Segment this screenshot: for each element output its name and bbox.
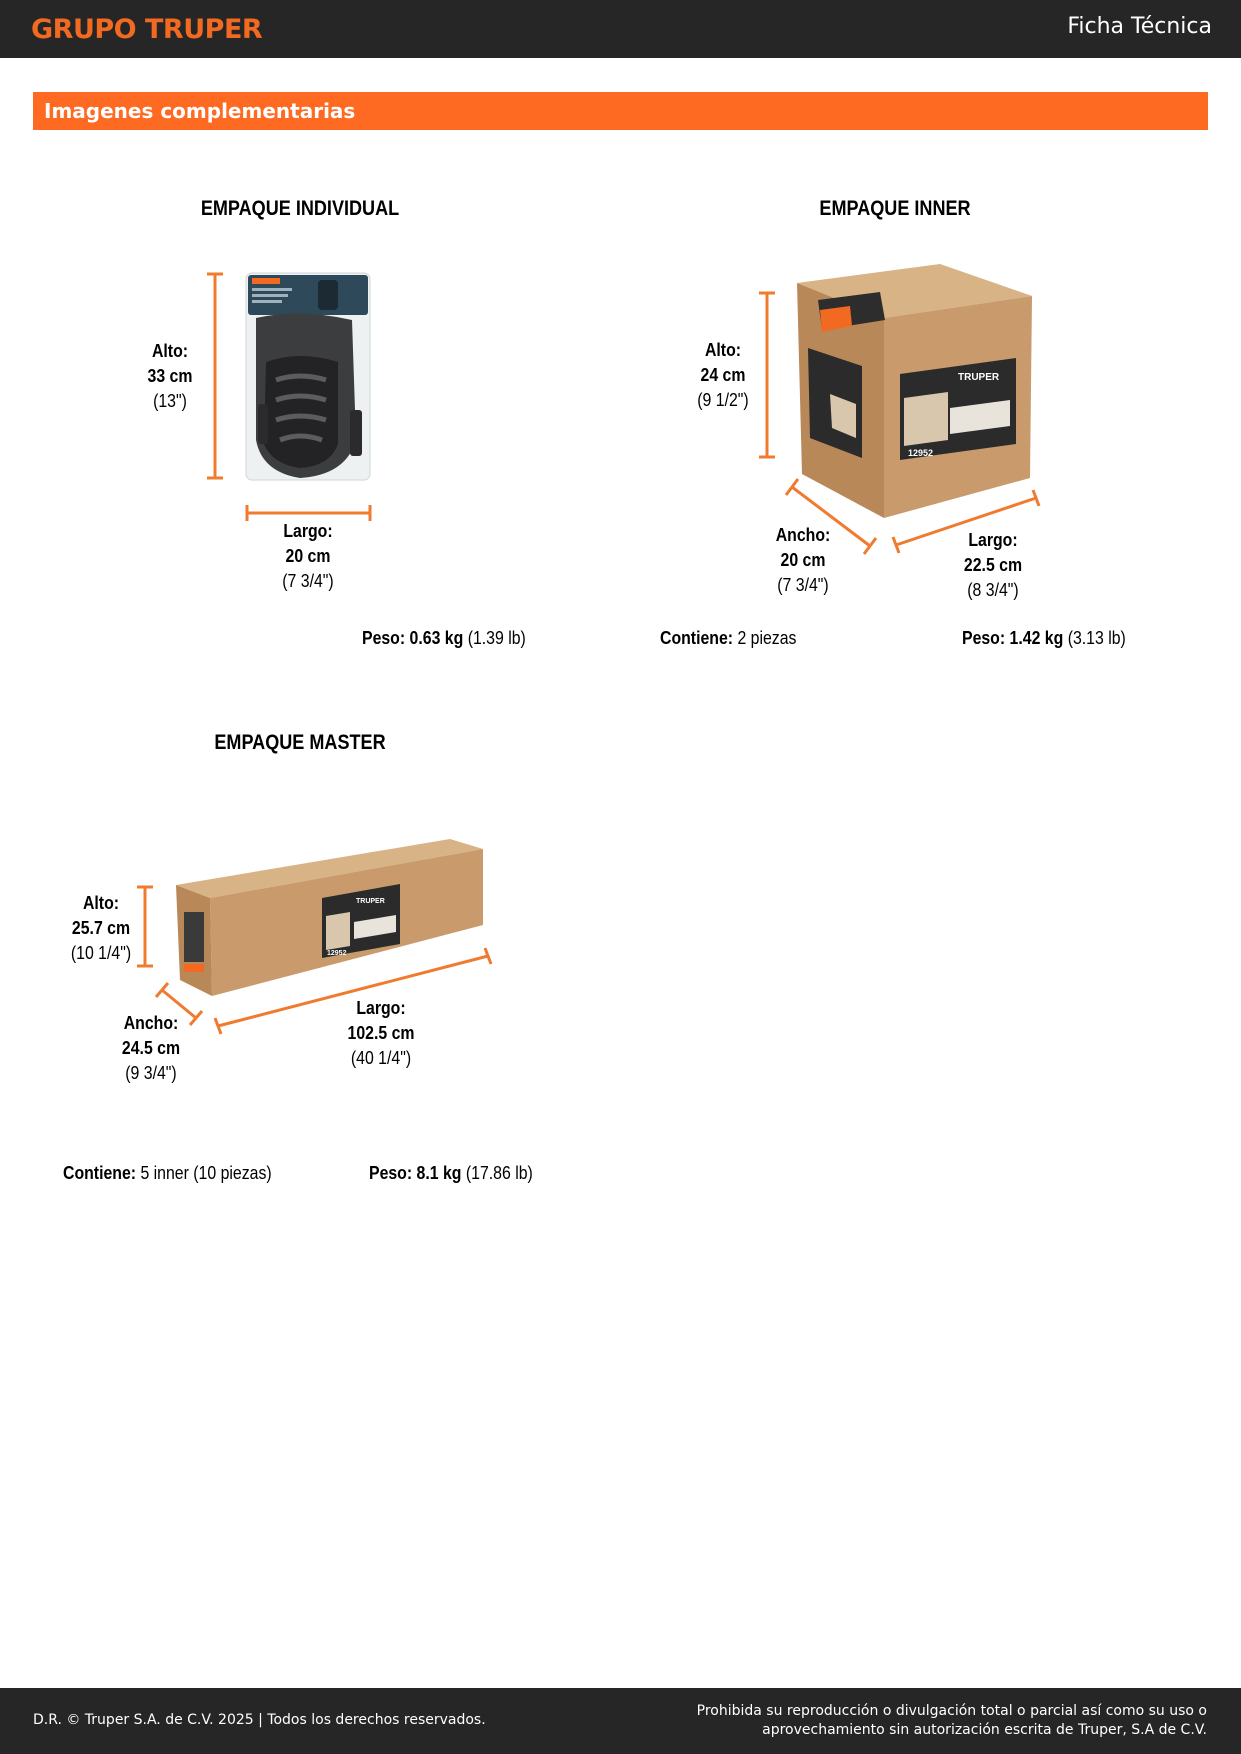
inner-heading: EMPAQUE INNER — [819, 197, 971, 220]
footer-legal-line2: aprovechamiento sin autorización escrita de Truper, S.A de C.V. — [762, 1722, 1207, 1738]
master-contents: Contiene: 5 inner (10 piezas) — [63, 1163, 272, 1183]
master-box-code: 12952 — [327, 950, 347, 957]
master-box-image — [176, 839, 483, 996]
master-largo-label: Largo: 102.5 cm (40 1/4") — [347, 998, 415, 1068]
footer-copyright: D.R. © Truper S.A. de C.V. 2025 | Todos los derechos reservados. — [33, 1712, 486, 1728]
inner-box-brand: TRUPER — [958, 372, 1000, 383]
individual-weight: Peso: 0.63 kg (1.39 lb) — [362, 628, 526, 648]
footer-legal-notice — [697, 1702, 1207, 1740]
inner-weight: Peso: 1.42 kg (3.13 lb) — [962, 628, 1126, 648]
document-title: Ficha Técnica — [1067, 14, 1212, 39]
inner-contents: Contiene: 2 piezas — [660, 628, 797, 648]
inner-box-code: 12952 — [908, 448, 934, 458]
inner-ancho-label: Ancho: 20 cm (7 3/4") — [775, 525, 831, 595]
master-alto-label: Alto: 25.7 cm (10 1/4") — [70, 893, 132, 963]
brand-logo: GRUPO TRUPER — [31, 14, 263, 45]
inner-largo-label: Largo: 22.5 cm (8 3/4") — [963, 530, 1023, 600]
footer-legal-line1: Prohibida su reproducción o divulgación total o parcial así como su uso o — [696, 1703, 1207, 1719]
master-box-brand: TRUPER — [356, 898, 385, 905]
individual-heading: EMPAQUE INDIVIDUAL — [200, 197, 400, 220]
master-weight: Peso: 8.1 kg (17.86 lb) — [369, 1163, 533, 1183]
master-heading: EMPAQUE MASTER — [214, 731, 386, 754]
master-ancho-label: Ancho: 24.5 cm (9 3/4") — [121, 1013, 181, 1083]
footer-bar — [0, 1688, 1241, 1754]
section-title: Imagenes complementarias — [44, 99, 356, 123]
inner-alto-label: Alto: 24 cm (9 1/2") — [697, 340, 749, 410]
individual-alto-label: Alto: 33 cm (13") — [147, 341, 193, 411]
individual-largo-label: Largo: 20 cm (7 3/4") — [282, 521, 334, 591]
